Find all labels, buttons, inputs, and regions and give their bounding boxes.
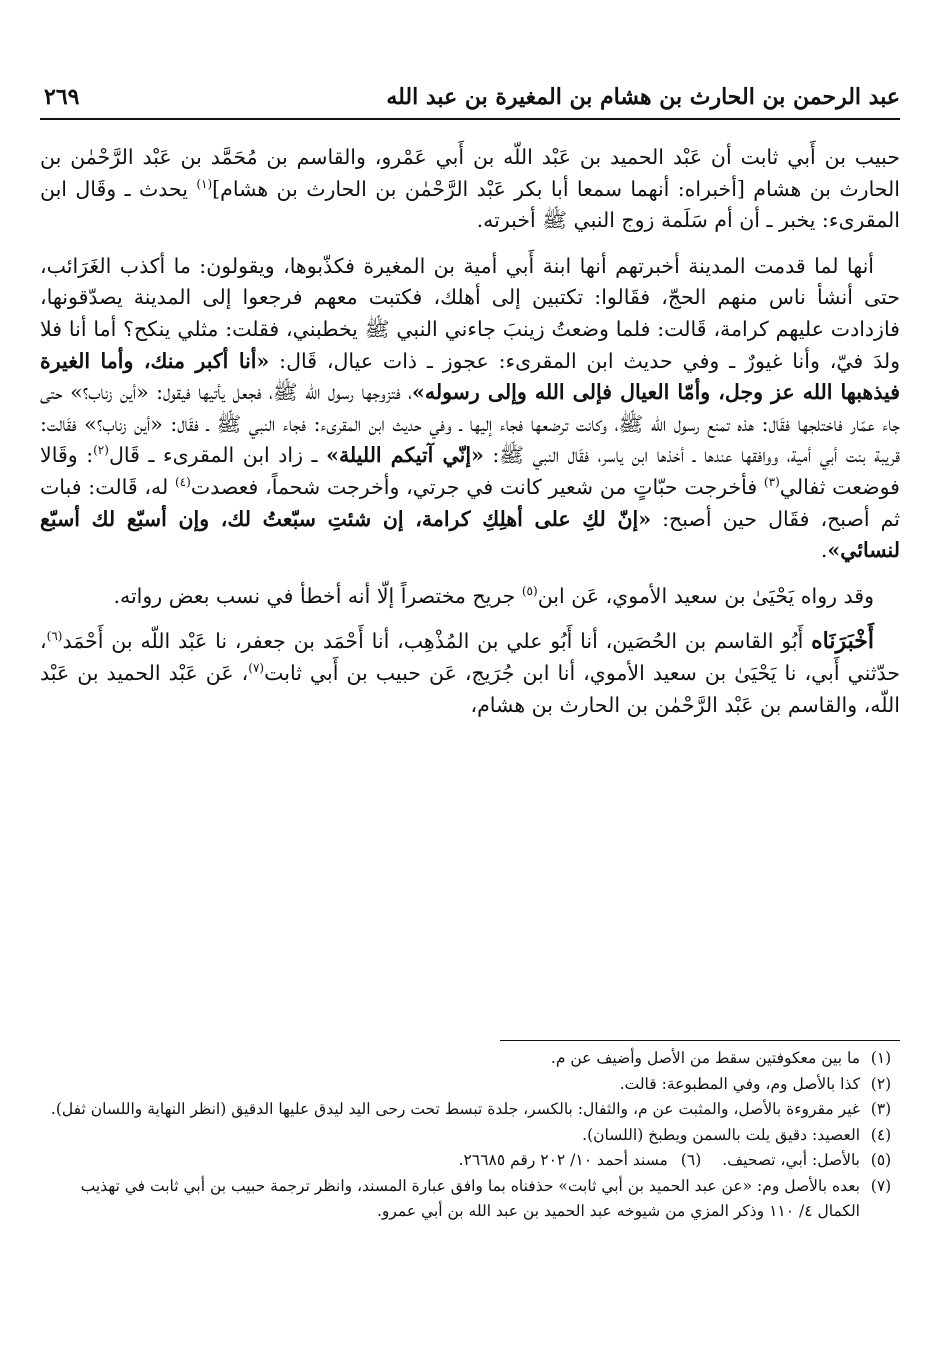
footnote-5-text: بالأصل: أبي، تصحيف.	[722, 1151, 860, 1169]
running-title: عبد الرحمن بن الحارث بن هشام بن المغيرة بن عبد الله	[386, 84, 900, 110]
footnote-text: بعده بالأصل وم: «عن عبد الحميد بن أبي ثابت» حذفناه بما وافق عبارة المسند، وانظر ترجمة حبيب بن أبي ثابت في تهذيب الكمال ٤/ ١١٠ وذكر المزي من شيوخه عبد الحميد بن عبد الله بن أبي عمرو.	[80, 1176, 860, 1220]
footnote-text: غير مقروءة بالأصل، والمثبت عن م، والثفال: بالكسر، جلدة تبسط تحت رحى اليد ليدق عليها الدقيق (انظر النهاية واللسان ثفل).	[50, 1100, 860, 1118]
paragraph-4-text-b: ، حدّثني أَبي، نا يَحْيَىٰ بن سعيد الأموي، أنا ابن جُرَيج، عَن حبيب بن أَبي ثابت	[40, 629, 901, 685]
paragraph-2-text-e: فأخرجت حبّاتٍ من شعير كانت في جرتي، وأخرجت شحماً، فعصدت	[190, 474, 764, 499]
page-header	[40, 82, 900, 120]
footnotes	[40, 1046, 902, 1225]
paragraph-3-text-b: جريح مختصراً إلّا أنه أخطأ في نسب بعض رواته.	[113, 583, 522, 608]
footnote-text: العصيد: دقيق يلت بالسمن ويطبخ (اللسان).	[582, 1125, 860, 1144]
footnote-3	[40, 1097, 902, 1123]
paragraph-4-text-a: أَبُو القاسم بن الحُصَين، أنا أَبُو علي بن المُذْهِب، أنا أَحْمَد بن جعفر، نا عَبْد اللّه بن أَحْمَد	[62, 629, 812, 654]
footnote-number: (٢)	[870, 1074, 892, 1093]
footnote-7	[40, 1174, 902, 1225]
paragraph-2-text-a: أنها لما قدمت المدينة أخبرتهم أنها ابنة أَبي أمية بن المغيرة فكذّبوها، ويقولون: ما أكذب الغَرَائب، حتى أنشأ ناس منهم الحجّ، فقَالوا: تكتبين إلى أهلك، فكتبت معهم فرجعوا إلى المدينة يصدّقونها، فازدادت عليهم كرامة، قَالت: فلما وضعتُ زينبَ جاءني النبي ﷺ يخطبني، فقلت: مثلي ينكح؟ أما أنا فلا ولدَ فيّ، وأنا غيورٌ ـ وفي حديث ابن المقرىء: عجوز ـ ذات عيال، قَال:	[40, 253, 900, 373]
footnote-4	[40, 1123, 902, 1149]
footnote-text: كذا بالأصل وم، وفي المطبوعة: قالت.	[619, 1074, 860, 1093]
paragraph-1-text-a: حبيب بن أَبي ثابت أن عَبْد الحميد بن عَبْد اللّه بن أَبي عَمْرو، والقاسم بن مُحَمَّد بن عَبْد الرَّحْمٰن بن الحارث بن هشام [أخبراه: أنهما سمعا أبا بكر عَبْد الرَّحْمٰن بن الحارث بن هشام]	[40, 145, 900, 201]
footnote-text	[40, 1148, 860, 1174]
footnote-ref-3[interactable]: (٣)	[763, 475, 780, 490]
paragraph-1	[40, 142, 900, 237]
footnote-number: (٧)	[870, 1176, 892, 1195]
footnote-number: (١)	[870, 1049, 892, 1067]
footnote-number: (٤)	[870, 1125, 892, 1144]
paragraph-2-text-d: : وقَالا فوضعت ثفالي	[40, 443, 900, 499]
footnote-ref-4[interactable]: (٤)	[174, 475, 191, 490]
footnote-number: (٣)	[870, 1100, 892, 1118]
footnote-6-number: (٦)	[680, 1151, 702, 1169]
footnote-ref-6[interactable]: (٦)	[46, 629, 63, 644]
main-text	[40, 142, 900, 735]
footnote-divider	[500, 1040, 900, 1041]
footnote-6-text: مسند أحمد ١٠/ ٢٠٢ رقم ٢٦٦٨٥.	[458, 1151, 668, 1169]
paragraph-4-lead-word: أَخْبَرَنَاه	[811, 628, 874, 655]
footnote-2	[40, 1072, 902, 1098]
hadith-quote-2: «إنّي آتيكم الليلة»	[326, 443, 484, 468]
paragraph-4-text-c: ، عَن عَبْد الحميد بن عَبْد اللّه، والقاسم بن عَبْد الرَّحْمٰن بن الحارث بن هشام،	[40, 660, 900, 717]
paragraph-2-text-f: له، قَالت: فبات ثم أصبح، فقَال حين أصبح:	[40, 474, 900, 531]
footnote-ref-5[interactable]: (٥)	[521, 583, 538, 598]
paragraph-2-text-c: ـ زاد ابن المقرىء ـ قَال	[108, 443, 327, 468]
paragraph-1-text-b: يحدث ـ وقَال ابن المقرىء: يخبر ـ أن أم سَلَمة زوج النبي ﷺ أخبرته.	[40, 176, 900, 233]
page-number: ٢٦٩	[44, 84, 80, 110]
footnote-ref-2[interactable]: (٢)	[93, 443, 109, 458]
hadith-quote-1: «أنا أكبر منك، وأما الغيرة فيذهبها الله عز وجل، وأمّا العيال فإلى الله وإلى رسوله»	[40, 348, 900, 405]
footnote-1	[40, 1046, 902, 1072]
paragraph-2	[40, 251, 900, 567]
footnote-text: ما بين معكوفتين سقط من الأصل وأضيف عن م.	[550, 1049, 860, 1067]
footnote-5-6	[40, 1148, 902, 1174]
footnote-ref-1[interactable]: (١)	[196, 176, 213, 191]
paragraph-4	[40, 626, 900, 721]
paragraph-2-text-b: ، فتزوجها رسول الله ﷺ، فجعل يأتيها فيقول: «أين زناب؟» حتى جاء عمّار فاختلجها فقَال: هذه تمنع رسول الله ﷺ، وكانت ترضعها فجاء إليها ـ وفي حديث ابن المقرىء: فجاء النبي ﷺ ـ فقَال: «أين زناب؟» فقَالت: قريبة بنت أبي أمية، ووافقها عندها ـ أخذها ابن ياسر، فقَال النبي ﷺ:	[40, 380, 901, 468]
hadith-quote-3: «إنّ لكِ على أهلِكِ كرامة، إن شئتِ سبّعتُ لك، وإن أسبّع لك أسبّع لنسائي»	[40, 506, 900, 563]
paragraph-3-text-a: وقد رواه يَحْيَىٰ بن سعيد الأموي، عَن ابن	[537, 583, 874, 608]
paragraph-2-text-g: .	[820, 538, 828, 563]
paragraph-3	[40, 581, 900, 613]
footnote-number: (٥)	[870, 1151, 892, 1169]
footnote-ref-7[interactable]: (٧)	[248, 661, 265, 676]
